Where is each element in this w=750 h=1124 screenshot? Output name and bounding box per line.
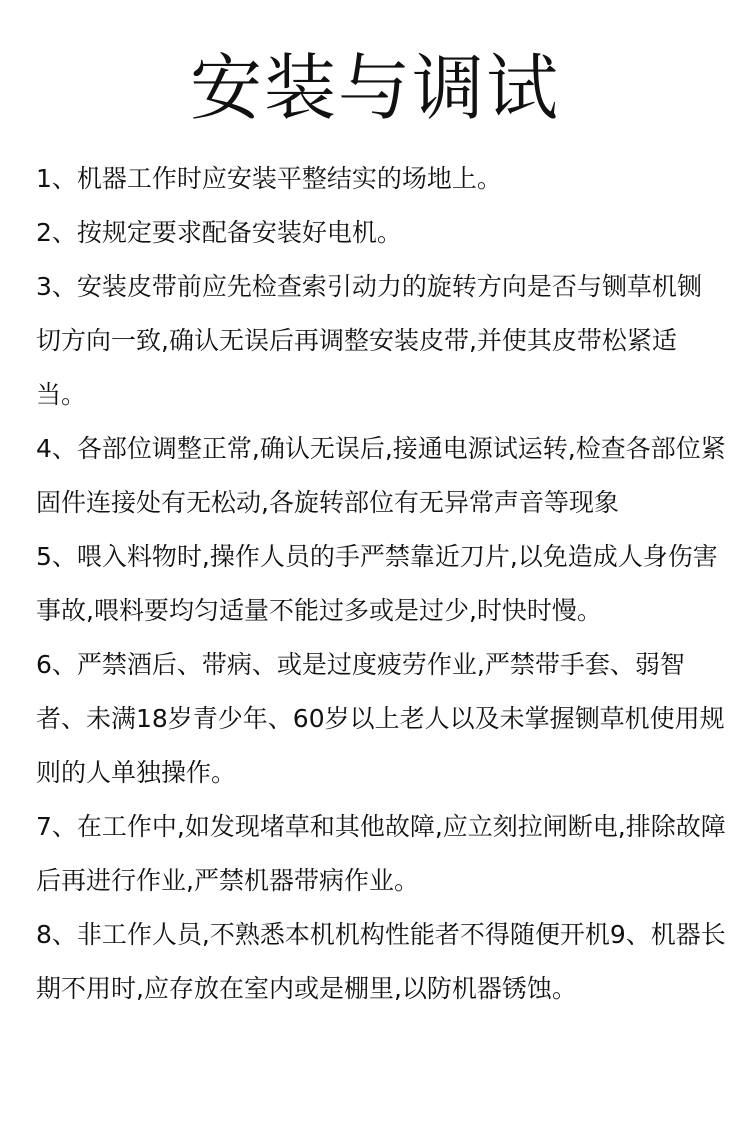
instruction-text: 4、各部位调整正常,确认无误后,接通电源试运转,检查各部位紧固件连接处有无松动,各旋转部位有无异常声音等现象 — [36, 434, 726, 517]
instruction-item-4 — [36, 422, 726, 530]
instruction-text: 1、机器工作时应安装平整结实的场地上。 — [36, 164, 502, 193]
instruction-item-7 — [36, 800, 726, 908]
instruction-text: 2、按规定要求配备安装好电机。 — [36, 218, 402, 247]
instruction-list — [36, 152, 726, 1016]
instruction-text: 8、非工作人员,不熟悉本机机构性能者不得随便开机9、机器长期不用时,应存放在室内或是棚里,以防机器锈蚀。 — [36, 920, 726, 1003]
instruction-text: 6、严禁酒后、带病、或是过度疲劳作业,严禁带手套、弱智者、未满18岁青少年、60岁以上老人以及未掌握铡草机使用规则的人单独操作。 — [36, 650, 725, 787]
instruction-text: 5、喂入料物时,操作人员的手严禁靠近刀片,以免造成人身伤害事故,喂料要均匀适量不能过多或是过少,时快时慢。 — [36, 542, 718, 625]
instruction-item-8 — [36, 908, 726, 1016]
instruction-item-6 — [36, 638, 726, 800]
instruction-item-1 — [36, 152, 726, 206]
page-title: 安装与调试 — [189, 46, 560, 130]
instruction-item-2 — [36, 206, 726, 260]
instruction-item-3 — [36, 260, 726, 422]
instruction-text: 7、在工作中,如发现堵草和其他故障,应立刻拉闸断电,排除故障后再进行作业,严禁机器带病作业。 — [36, 812, 726, 895]
instruction-item-5 — [36, 530, 726, 638]
instruction-text: 3、安装皮带前应先检查索引动力的旋转方向是否与铡草机铡切方向一致,确认无误后再调整安装皮带,并使其皮带松紧适当。 — [36, 272, 702, 409]
